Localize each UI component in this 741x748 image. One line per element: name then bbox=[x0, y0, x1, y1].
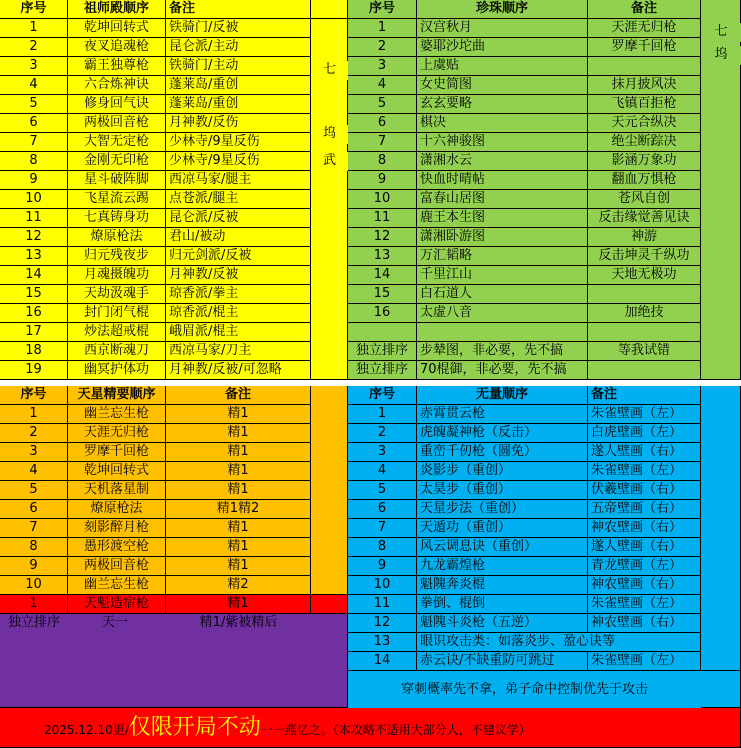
skill-note: 蓬莱岛/重创 bbox=[166, 76, 311, 95]
skill-name: 炎影步（重创） bbox=[417, 462, 588, 481]
skill-note: 月神教/反被/可忽略 bbox=[166, 361, 311, 380]
side-label: 坞 bbox=[701, 46, 741, 65]
skill-name: 重峦千仞枪（圆免） bbox=[417, 443, 588, 462]
item-name: 千里江山 bbox=[417, 266, 588, 285]
row-number: 7 bbox=[0, 519, 68, 538]
skill-name: 魁隗斗炎枪（五逆） bbox=[417, 614, 588, 633]
item-note: 绝尘断踪决 bbox=[588, 133, 701, 152]
skill-note: 朱雀壁画（左） bbox=[588, 405, 701, 424]
item-note: 苍风自创 bbox=[588, 190, 701, 209]
row-number: 8 bbox=[348, 152, 417, 171]
extra-name: 70棍御，非必要，先不搞 bbox=[417, 361, 588, 380]
item-name: 玄玄要略 bbox=[417, 95, 588, 114]
header-cell: 无量顺序 bbox=[417, 386, 588, 405]
extra-label: 独立排序 bbox=[348, 342, 417, 361]
skill-note: 精1 bbox=[166, 424, 311, 443]
row-number: 9 bbox=[0, 171, 68, 190]
skill-name: 两极回音枪 bbox=[68, 557, 166, 576]
footer-end-cell bbox=[701, 708, 741, 748]
skill-note: 少林寺/9星反伤 bbox=[166, 152, 311, 171]
item-name: 上虞贴 bbox=[417, 57, 588, 76]
skill-name: 大智无定枪 bbox=[68, 133, 166, 152]
skill-name: 飞星流云踢 bbox=[68, 190, 166, 209]
skill-note: 归元剑派/反被 bbox=[166, 247, 311, 266]
row-number: 1 bbox=[348, 405, 417, 424]
skill-note: 精1 bbox=[166, 538, 311, 557]
row-number: 12 bbox=[348, 228, 417, 247]
skill-name: 拳倒、棍倒 bbox=[417, 595, 588, 614]
row-number: 2 bbox=[0, 424, 68, 443]
item-name: 女史简图 bbox=[417, 76, 588, 95]
extra-name: 天一 bbox=[80, 614, 150, 637]
skill-name: 七真铸身功 bbox=[68, 209, 166, 228]
skill-note: 西凉马家/腿主 bbox=[166, 171, 311, 190]
skill-name: 太昊步（重创） bbox=[417, 481, 588, 500]
skill-name: 天遁功（重创） bbox=[417, 519, 588, 538]
item-note bbox=[588, 57, 701, 76]
row-number: 8 bbox=[348, 538, 417, 557]
skill-name: 炒法超戒棍 bbox=[68, 323, 166, 342]
row-number: 4 bbox=[0, 76, 68, 95]
extra-name: 步辇图，非必要，先不搞 bbox=[417, 342, 588, 361]
extra-note bbox=[588, 361, 701, 380]
row-number: 10 bbox=[348, 576, 417, 595]
row-number: 1 bbox=[0, 19, 68, 38]
skill-name: 眼识攻击类：如落炎步、盈心诀等 bbox=[417, 633, 701, 652]
skill-note: 琼香派/拳主 bbox=[166, 285, 311, 304]
row-number: 11 bbox=[0, 209, 68, 228]
side-label: 七 bbox=[701, 23, 741, 42]
item-note: 翻血万惧枪 bbox=[588, 171, 701, 190]
item-note: 天元合纵决 bbox=[588, 114, 701, 133]
empty-cell bbox=[417, 323, 588, 342]
item-name: 潇湘卧游图 bbox=[417, 228, 588, 247]
item-note: 天地无极功 bbox=[588, 266, 701, 285]
skill-note: 西凉马家/刀主 bbox=[166, 342, 311, 361]
item-note: 罗摩千回枪 bbox=[588, 38, 701, 57]
skill-name: 幽兰忘生枪 bbox=[68, 576, 166, 595]
header-cell: 珍珠顺序 bbox=[417, 0, 588, 19]
skill-name: 刻影醉月枪 bbox=[68, 519, 166, 538]
row-number: 1 bbox=[0, 595, 68, 614]
row-number: 8 bbox=[0, 152, 68, 171]
row-number: 1 bbox=[0, 405, 68, 424]
row-number: 18 bbox=[0, 342, 68, 361]
header-cell: 天星精要顺序 bbox=[68, 386, 166, 405]
skill-note: 精2 bbox=[166, 576, 311, 595]
skill-note: 点苍派/腿主 bbox=[166, 190, 311, 209]
row-number: 6 bbox=[0, 114, 68, 133]
row-number: 10 bbox=[348, 190, 417, 209]
row-number: 13 bbox=[0, 247, 68, 266]
item-name: 十六神骏图 bbox=[417, 133, 588, 152]
skill-note: 琼香派/棍主 bbox=[166, 304, 311, 323]
skill-name: 乾坤回转式 bbox=[68, 19, 166, 38]
row-number: 12 bbox=[348, 614, 417, 633]
extra-label: 独立排序 bbox=[348, 361, 417, 380]
skill-note: 精1 bbox=[166, 405, 311, 424]
row-number: 5 bbox=[348, 95, 417, 114]
skill-note: 昆仑派/主动 bbox=[166, 38, 311, 57]
skill-name: 赤云诀/不缺重防可跳过 bbox=[417, 652, 588, 671]
skill-name: 两极回音枪 bbox=[68, 114, 166, 133]
skill-name: 月魂摄魄功 bbox=[68, 266, 166, 285]
empty-cell bbox=[588, 323, 701, 342]
skill-name: 燎原枪法 bbox=[68, 228, 166, 247]
skill-name: 夜叉追魂枪 bbox=[68, 38, 166, 57]
skill-note: 精1精2 bbox=[166, 500, 311, 519]
row-number: 2 bbox=[348, 424, 417, 443]
skill-note: 精1 bbox=[166, 481, 311, 500]
skill-note: 铁骑门/主动 bbox=[166, 57, 311, 76]
skill-note: 伏羲壁画（右） bbox=[588, 481, 701, 500]
skill-name: 幽兰忘生枪 bbox=[68, 405, 166, 424]
header-cell: 备注 bbox=[166, 0, 311, 19]
item-note: 影涵万象功 bbox=[588, 152, 701, 171]
skill-note: 峨眉派/棍主 bbox=[166, 323, 311, 342]
skill-note: 五帝壁画（右） bbox=[588, 500, 701, 519]
skill-note: 精1 bbox=[166, 443, 311, 462]
row-number: 13 bbox=[348, 633, 417, 652]
skill-name: 西京断魂刀 bbox=[68, 342, 166, 361]
header-cell: 序号 bbox=[348, 0, 417, 19]
skill-name: 虎魄凝神枪（反击） bbox=[417, 424, 588, 443]
row-number: 17 bbox=[0, 323, 68, 342]
side-merged bbox=[311, 386, 348, 595]
row-number: 15 bbox=[348, 285, 417, 304]
skill-note: 月神教/反被 bbox=[166, 266, 311, 285]
side-cell bbox=[311, 0, 348, 19]
row-number: 6 bbox=[348, 114, 417, 133]
skill-name: 天机落星制 bbox=[68, 481, 166, 500]
skill-note: 铁骑门/反被 bbox=[166, 19, 311, 38]
skill-name: 魁隗奔炎棍 bbox=[417, 576, 588, 595]
header-cell: 序号 bbox=[0, 0, 68, 19]
side-label: 七 bbox=[311, 61, 348, 80]
row-number: 14 bbox=[0, 266, 68, 285]
row-number: 5 bbox=[0, 95, 68, 114]
row-number: 4 bbox=[348, 462, 417, 481]
empty-cell bbox=[348, 323, 417, 342]
row-number: 8 bbox=[0, 538, 68, 557]
header-cell: 序号 bbox=[0, 386, 68, 405]
row-number: 6 bbox=[0, 500, 68, 519]
item-note: 反击坤灵千纵功 bbox=[588, 247, 701, 266]
skill-note: 精1 bbox=[166, 557, 311, 576]
extra-note: 精1/紫被精后 bbox=[166, 614, 311, 637]
skill-name: 乾坤回转式 bbox=[68, 462, 166, 481]
skill-name: 愚形渡空枪 bbox=[68, 538, 166, 557]
item-note: 反击缘觉善见诀 bbox=[588, 209, 701, 228]
side-label: 武 bbox=[311, 152, 348, 171]
header-cell: 序号 bbox=[348, 386, 417, 405]
skill-name: 天魁造宿枪 bbox=[68, 595, 166, 614]
skill-name: 六合炼神诀 bbox=[68, 76, 166, 95]
header-cell: 备注 bbox=[588, 0, 701, 19]
skill-name: 赤霄贯云枪 bbox=[417, 405, 588, 424]
row-number: 9 bbox=[348, 171, 417, 190]
footer-title: 仅限开局不动 bbox=[128, 715, 261, 740]
note-text: 穿刺概率先不拿，弟子命中控制优先于攻击 bbox=[348, 671, 701, 708]
header-cell: 祖师殿顺序 bbox=[68, 0, 166, 19]
item-name: 汉宫秋月 bbox=[417, 19, 588, 38]
skill-note: 朱雀壁画（左） bbox=[588, 595, 701, 614]
item-name: 万汇韬略 bbox=[417, 247, 588, 266]
empty-cell bbox=[311, 595, 348, 614]
row-number: 3 bbox=[0, 57, 68, 76]
skill-name: 封门闭气棍 bbox=[68, 304, 166, 323]
item-name: 富春山居图 bbox=[417, 190, 588, 209]
skill-name: 修身回气诀 bbox=[68, 95, 166, 114]
row-number: 4 bbox=[0, 462, 68, 481]
side-merged bbox=[701, 386, 741, 671]
skill-note: 精1 bbox=[166, 462, 311, 481]
item-name: 快血时晴帖 bbox=[417, 171, 588, 190]
skill-name: 燎原枪法 bbox=[68, 500, 166, 519]
row-number: 5 bbox=[348, 481, 417, 500]
skill-note: 少林寺/9星反伤 bbox=[166, 133, 311, 152]
row-number: 5 bbox=[0, 481, 68, 500]
skill-name: 归元残夜步 bbox=[68, 247, 166, 266]
row-number: 14 bbox=[348, 652, 417, 671]
row-number: 16 bbox=[348, 304, 417, 323]
skill-note: 精1 bbox=[166, 519, 311, 538]
item-name: 太虚八音 bbox=[417, 304, 588, 323]
skill-name: 九龙霸煌枪 bbox=[417, 557, 588, 576]
skill-note: 神农壁画（右） bbox=[588, 576, 701, 595]
side-label: 坞 bbox=[311, 125, 348, 144]
row-number: 1 bbox=[348, 19, 417, 38]
item-name: 婆耶沙坨曲 bbox=[417, 38, 588, 57]
skill-name: 星斗破阵脚 bbox=[68, 171, 166, 190]
skill-name: 风云调息诀（重创） bbox=[417, 538, 588, 557]
skill-name: 天劫汲魂手 bbox=[68, 285, 166, 304]
row-number: 16 bbox=[0, 304, 68, 323]
row-number: 3 bbox=[348, 57, 417, 76]
row-number: 11 bbox=[348, 209, 417, 228]
skill-note: 神农壁画（右） bbox=[588, 519, 701, 538]
item-note bbox=[588, 285, 701, 304]
row-number: 15 bbox=[0, 285, 68, 304]
row-number: 19 bbox=[0, 361, 68, 380]
skill-note: 昆仑派/反被 bbox=[166, 209, 311, 228]
row-number: 2 bbox=[348, 38, 417, 57]
skill-note: 月神教/反伤 bbox=[166, 114, 311, 133]
skill-name: 幽冥护体功 bbox=[68, 361, 166, 380]
skill-note: 蓬莱岛/重创 bbox=[166, 95, 311, 114]
extra-note: 等我试错 bbox=[588, 342, 701, 361]
row-number: 12 bbox=[0, 228, 68, 247]
row-number: 14 bbox=[348, 266, 417, 285]
row-number: 7 bbox=[0, 133, 68, 152]
skill-note: 青龙壁画（左） bbox=[588, 557, 701, 576]
item-note: 抹月披风决 bbox=[588, 76, 701, 95]
skill-note: 朱雀壁画（左） bbox=[588, 652, 701, 671]
row-number: 3 bbox=[0, 443, 68, 462]
row-number: 11 bbox=[348, 595, 417, 614]
item-note: 天涯无归枪 bbox=[588, 19, 701, 38]
extra-label: 独立排序 bbox=[0, 614, 68, 637]
row-number: 7 bbox=[348, 519, 417, 538]
item-note: 飞镇百拒枪 bbox=[588, 95, 701, 114]
row-number: 7 bbox=[348, 133, 417, 152]
skill-name: 金刚无印枪 bbox=[68, 152, 166, 171]
item-name: 鹿王本生图 bbox=[417, 209, 588, 228]
skill-name: 霸王独尊枪 bbox=[68, 57, 166, 76]
row-number: 13 bbox=[348, 247, 417, 266]
row-number: 10 bbox=[0, 190, 68, 209]
skill-note: 朱雀壁画（左） bbox=[588, 462, 701, 481]
item-name: 白石道人 bbox=[417, 285, 588, 304]
skill-note: 白虎壁画（左） bbox=[588, 424, 701, 443]
skill-name: 天涯无归枪 bbox=[68, 424, 166, 443]
footer-bar bbox=[0, 708, 741, 748]
item-name: 潇湘水云 bbox=[417, 152, 588, 171]
row-number: 6 bbox=[348, 500, 417, 519]
row-number: 9 bbox=[0, 557, 68, 576]
skill-note: 遂人壁画（右） bbox=[588, 443, 701, 462]
footer-tail: 一一燕忆之。（本攻略不适用大部分人，不建议学） bbox=[260, 723, 531, 737]
item-name: 棋决 bbox=[417, 114, 588, 133]
header-cell: 备注 bbox=[588, 386, 701, 405]
row-number: 10 bbox=[0, 576, 68, 595]
row-number: 4 bbox=[348, 76, 417, 95]
item-note: 加绝技 bbox=[588, 304, 701, 323]
header-cell: 备注 bbox=[166, 386, 311, 405]
skill-note: 遂人壁画（右） bbox=[588, 538, 701, 557]
row-number: 3 bbox=[348, 443, 417, 462]
skill-name: 罗摩千回枪 bbox=[68, 443, 166, 462]
skill-note: 君山/被动 bbox=[166, 228, 311, 247]
row-number: 9 bbox=[348, 557, 417, 576]
item-note: 神游 bbox=[588, 228, 701, 247]
skill-note: 神农壁画（右） bbox=[588, 614, 701, 633]
row-number: 2 bbox=[0, 38, 68, 57]
footer-date: 2025.12.10更/ bbox=[44, 723, 129, 737]
skill-name: 天星步法（重创） bbox=[417, 500, 588, 519]
skill-note: 精1 bbox=[166, 595, 311, 614]
